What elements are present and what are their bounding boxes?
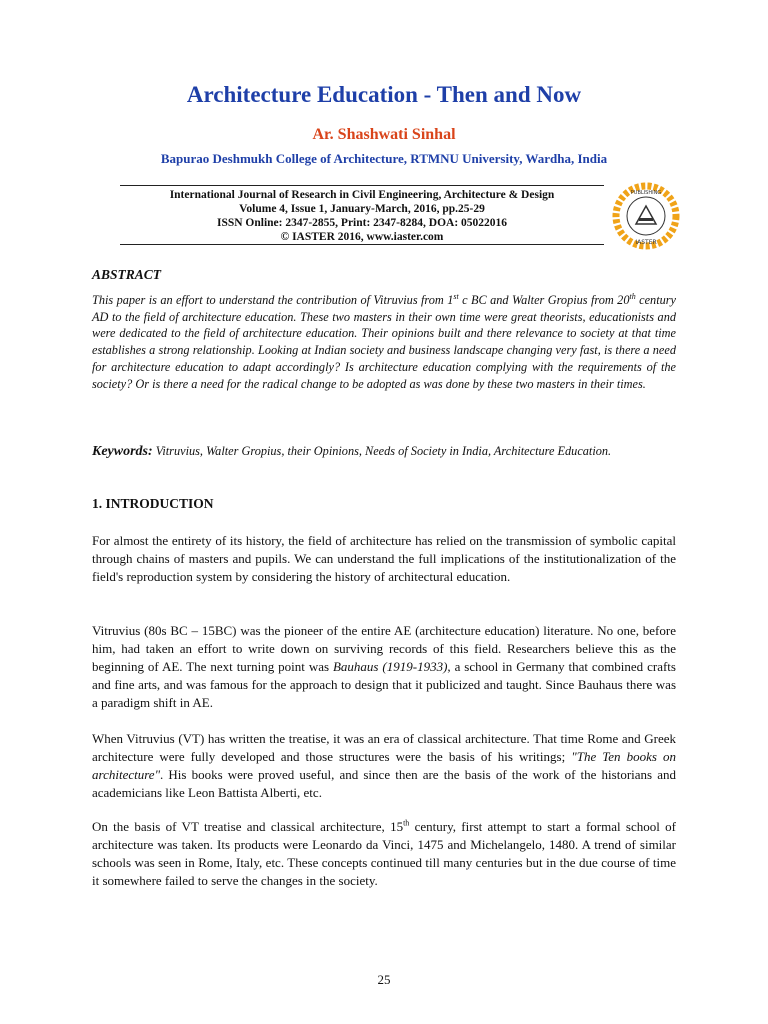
author-affiliation: Bapurao Deshmukh College of Architecture, RTMNU University, Wardha, India [160,151,608,166]
journal-copyright: © IASTER 2016, www.iaster.com [280,231,444,243]
journal-issn: ISSN Online: 2347-2855, Print: 2347-8284, DOA: 05022016 [216,217,508,229]
abstract-heading: ABSTRACT [92,267,162,282]
logo-inner-circle [627,197,665,235]
intro-paragraph-3: When Vitruvius (VT) has written the treatise, it was an era of classical architecture. That time Rome and Greek architecture were fully developed and those structures were the basis of his writings; "The Ten books on architecture". His books were proved useful, and since then are the basis of the work of the historians and academicians like Leon Battista Alberti, etc. [92,731,676,800]
keywords-label: Keywords: [92,444,153,459]
keywords [92,443,676,460]
abstract-body: This paper is an effort to understand the contribution of Vitruvius from 1st c BC and Walter Gropius from 20th century AD to the field of architecture education. These two masters in their own time were great theorists, educationists and were dedicated to the field of architecture education. Their opinions built and there relevance to society at that time establishes a strong relationship. Looking at Indian society and business landscape changing very fast, is there a need for architecture education to adapt accordingly? Is architecture education complying with the requirements of the society? Or is there a need for the radical change to be adopted as was done by these two masters in their times. [92,291,677,391]
journal-name: International Journal of Research in Civil Engineering, Architecture & Design [169,189,555,201]
header-rule-top [120,185,604,186]
logo-text-bottom: IASTER [635,239,657,246]
section-heading-introduction: 1. INTRODUCTION [92,496,214,511]
intro-paragraph-2: Vitruvius (80s BC – 15BC) was the pioneer of the entire AE (architecture education) literature. No one, before him, had taken an effort to write down on surviving records of this field. Researchers believe this as the beginning of AE. The next turning point was Bauhaus (1919-1933), a school in Germany that combined crafts and fine arts, and was famous for the approach to design that it publicized and taught. Since Bauhaus there was a paradigm shift in AE. [92,623,676,710]
intro-paragraph-1: For almost the entirety of its history, the field of architecture has relied on the transmission of symbolic capital through chains of masters and pupils. We can understand the full implications of the institutionalization of the field's reproduction system by considering the history of architectural education. [92,533,676,584]
journal-info [120,188,604,244]
paper-title: Architecture Education - Then and Now [186,82,582,107]
journal-volume: Volume 4, Issue 1, January-March, 2016, pp.25-29 [239,203,485,215]
author-name: Ar. Shashwati Sinhal [312,126,456,143]
iaster-logo [612,182,680,250]
header-rule-bottom [120,244,604,245]
keywords-text: Vitruvius, Walter Gropius, their Opinions, Needs of Society in India, Architecture Education. [152,444,612,458]
logo-book-icon [639,218,653,221]
intro-paragraph-4: On the basis of VT treatise and classical architecture, 15th century, first attempt to start a formal school of architecture was taken. Its products were Leonardo da Vinci, 1475 and Michelangelo, 1480. A trend of similar schools was seen in Rome, Italy, etc. These concepts continued till many centuries but in the due course of time it somewhere failed to serve the changes in the society. [92,818,676,888]
page-number: 25 [377,972,391,987]
logo-text-top: PUBLISHING [630,190,662,196]
